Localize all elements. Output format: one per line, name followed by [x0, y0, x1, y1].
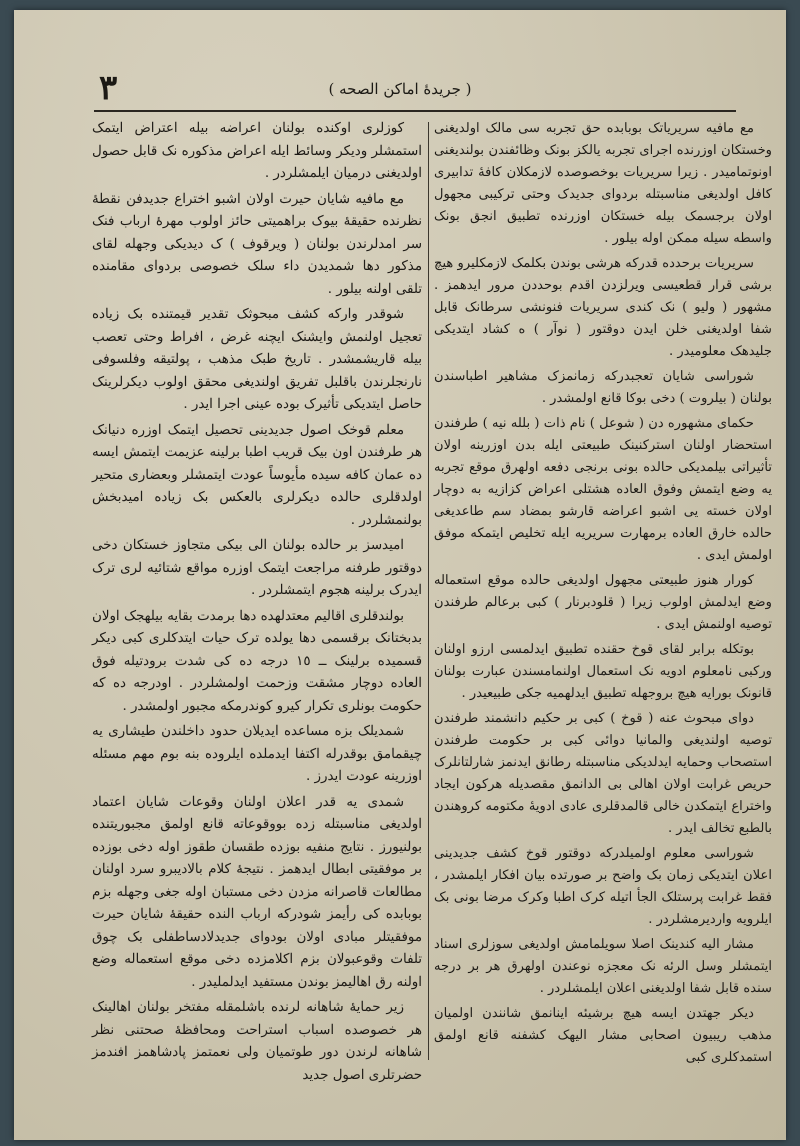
paragraph: شوراسی شایان تعجبدرکه زمانمزک مشاهیر اطباسندن بولنان ( بیلروت ) دخی بوکا قانع اولمشدر .	[434, 369, 772, 406]
paragraph: شوقدر وارکه کشف مبحوثک تقدیر قیمتنده بک زیاده تعجیل اولنمش وایشنک ایچنه غرض ، افراط وحتی تعصب بیله قاریشمشدر . تاریخ طبک مذهب ، پولتیقه وفلسوفی نارنجلرندن باقلبل تفریق اولندیغی محقق اولوب دیکرلرینک حاصل ایتدیکی تأثیرک بوده عینی اجرا ایدر .	[92, 307, 422, 412]
paragraph: دوای مبحوث عنه ( قوخ ) کبی بر حکیم دانشمند طرفندن توصیه اولندیغی والمانیا دوائی کبی بر حکومت طرفندن استصحاب وحمایه ایدلدیکی مناسبتله رطانق ایدنمز شارلتانلرک حریص غرابت اولان اهالی بی الدانمق مقصدیله هرکون ایجاد واختراع ایتمکدن خالی قالمدقلری عادی ادویهٔ مکتومه کروهندن بالطبع تخالف ایدر .	[434, 711, 772, 836]
column-divider	[428, 122, 429, 1060]
paragraph: زیر حمایهٔ شاهانه لرنده باشلمقله مفتخر بولنان اهالینک هر خصوصده اسباب استراحت ومحافظهٔ صحتنی نظر شاهانه لرندن دور طوتمیان ولی نعمتمز پادشاهمز افندمز حضرتلری اصول جدید	[92, 1000, 422, 1083]
paragraph: مع مافیه سریریاتک بوبابده حق تجربه سی مالک اولدیغنی وخستکان اوزرنده اجرای تجربه یالکز بونک وظائفندن بولندیغنی اونوتمامیدر . زیرا سریریات بوخصوصده لازمکلان کافهٔ تدابیری کافل اولدیغی مناسبتله بردوای جدیدک وحتی ترکیبی مجهول اولان برجسمک بیله خستکان اوزرنده تطبیق انجق بونک واسطه سیله ممکن اوله بیلور .	[434, 121, 772, 246]
paragraph: بوتکله برابر لقای قوخ حقنده تطبیق ایدلمسی ارزو اولنان ورکبی نامعلوم ادویه نک استعمال اولنمامسندن عبارت بولنان قانونک بورایه هیچ بروجهله تطبیق ایدلهمیه جکی طبیعیدر .	[434, 642, 772, 701]
running-title: ( جريدهٔ اماكن الصحه )	[328, 80, 472, 98]
paragraph: شمدی یه قدر اعلان اولنان وقوعات شایان اعتماد اولدیغی مناسبتله زده بووقوعاته قانع اولمق مجبوریتنده بولنیورز . نتایج منفیه بوزده طقسان طقوز اوله دخی بوزده بر موفقیتی ابطال ایدهمز . نتیجهٔ کلام بالادیبرو سرد اولنان مطالعات قاصرانه مزدن دخی مستبان اوله جغی وجهله بزم بوبابده کی رأیمز شودرکه ارباب النده حقیقهٔ شایان حیرت موفقیتلر مبادی اولان بودوای جدیدلادساطفلی بک چوق تلفات وقوعبولان بزم اکلامزده دخی موقع استعماله وضع اولنه رق اهالیمز بوندن مستفید ایدلملیدر .	[92, 794, 422, 990]
paragraph: کورار هنوز طبیعتی مجهول اولدیغی حالده موقع استعماله وضع ایدلمش اولوب زیرا ( قلودبرنار ) کبی برعالم طرفندن توصیه اولنمش ایدی .	[434, 573, 772, 632]
paragraph: دیکر جهتدن ایسه هیچ برشیئه اینانمق شانندن اولمیان مذهب ریبیون اصحابی مشار الیهک کشفنه قانع اولمق استمدکلری کبی	[434, 1006, 772, 1065]
header-rule	[94, 110, 736, 112]
paragraph: امیدسز بر حالده بولنان الی بیکی متجاوز خستکان دخی دوقتور طرفنه مراجعت ایتمک اوزره مواقع شتائیه لری ترک ایدرک برلینه هجوم ایتمشلردر .	[92, 538, 422, 598]
paragraph: حکمای مشهوره دن ( شوعل ) نام ذات ( بلله نیه ) طرفندن استحضار اولنان استرکنینک طبیعتی ایله بدن اوزرینه اولان تأثیراتی بیلمدیکی حالده بونی برنجی دفعه اولهرق موقع تجربه یه وضع ایتمش وفوق العاده هشتلی اعراض کزازیه به دوچار اولان خسته یی اشبو اعراضه قارشو بمضاد سم طاعدیغی حالده خارق العاده برمهارت سریریه ایله تخلیص ایتمکه موفق اولمش ایدی .	[434, 416, 772, 563]
paragraph: کوزلری اوکنده بولنان اعراضه بیله اعتراض ایتمک استمشلر ودیکر وسائط ایله اعراض مذکوره نک قابل حصول اولدیغنی درمیان ایلمشلردر .	[92, 121, 422, 181]
page-header	[44, 68, 756, 108]
paragraph: شمدیلک بزه مساعده ایدیلان حدود داخلندن طیشاری یه چیقمامق بوقدرله اکتفا ایدملده ایلروده بنه بوم مهم مسئله اوزرینه عودت ایدرز .	[92, 724, 422, 784]
newspaper-page	[14, 10, 786, 1140]
page-number: ٣	[99, 68, 118, 108]
paragraph: شوراسی معلوم اولمیلدرکه دوقتور قوخ کشف جدیدینی اعلان ایتدیکی زمان بک واضح بر صورتده بیان افکار ایلمشدر ، فقط غرابت پرستلک الجأ اتیله کرک اطبا وکرک مرضا بونی بک ایلرویه واردیرمشلردر .	[434, 846, 772, 927]
paragraph: مشار الیه کندینک اصلا سویلمامش اولدیغی سوزلری اسناد ایتمشلر وسل الرئه نک معجزه نوعندن اولهرق هر بر درجه سنده قابل شفا اولدیغنی اعلان ایلمشلردر .	[434, 937, 772, 996]
paragraph: معلم قوخک اصول جدیدینی تحصیل ایتمک اوزره دنیانک هر طرفندن اون بیک قریب اطبا برلینه عزیمت ایتمش ایسه ده عمان کافه سیده مأیوساً عودت ایتمشلر وبعضاری متحیر اولدقلری حالده دیکرلری بالعکس بک زیاده امیدبخش بولنمشلردر .	[92, 422, 422, 528]
right-column	[434, 118, 772, 1072]
paragraph: سریریات برحدده قدرکه هرشی بوندن بکلمک لازمکلیرو هیچ برشی قرار قطعیسی ویرلزدن اقدم بوحددن مرور ایدهمز . مشهور ( ولیو ) نک کندی سریریات فنونشی سرطانک قابل شفا اولدیغنی خلن ایدن دوقتور ( نوآر ) ه کشاد ایتدیکی جلیدهک معلومیدر .	[434, 256, 772, 359]
paragraph: مع مافیه شایان حیرت اولان اشبو اختراع جدیدفن نقطهٔ نظرنده حقیقهٔ بیوک براهمیتی حائز اولوب مهرهٔ ارباب فنک سر امدلرندن بولنان ( ویرقوف ) ک دیدیکی وجهله لقای مذکور دها شمدیدن داء سلک خصوصی بردوای مقامنده تلقی اولنه بیلور .	[92, 191, 422, 297]
paragraph: بولندقلری اقالیم معتدلهده دها برمدت بقایه بیلهجک اولان بدبختانک برقسمی دها یولده ترک حیات ایتدکلری کبی دیکر قسمیده برلینک ــ ١٥ درجه ده کی شدت برودتیله فوق العاده دوچار مشقت وزحمت اولمشلردر . اودرجه ده که حکومت بونلری تکرار کیرو کوندرمکه مجبور اولمشدر .	[92, 608, 422, 714]
left-column	[92, 118, 422, 1090]
